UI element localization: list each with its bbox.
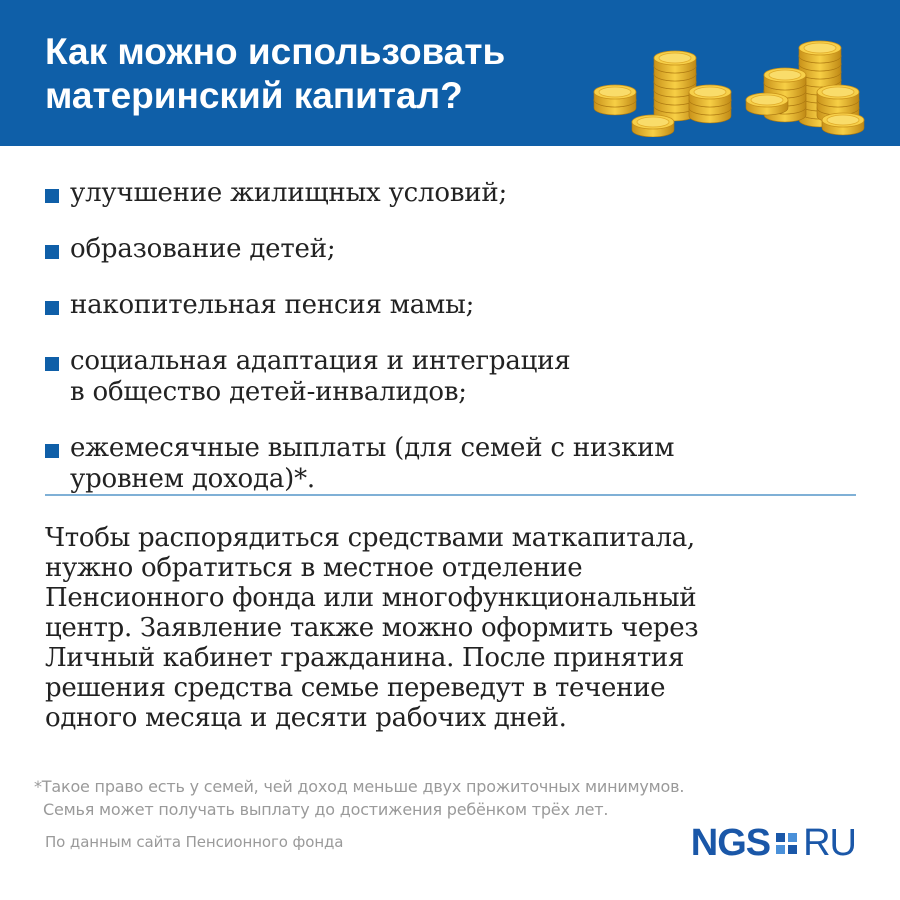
paragraph-line: нужно обратиться в местное отделение — [45, 553, 583, 583]
coin-icon — [822, 113, 864, 135]
source-credit: По данным сайта Пенсионного фонда — [45, 833, 344, 851]
paragraph-line: решения средства семье переведут в течение — [45, 673, 666, 703]
coin-icon — [689, 85, 731, 107]
list-item-text: образование детей; — [70, 234, 336, 264]
list-item — [45, 290, 855, 321]
footnote-line-1: *Такое право есть у семей, чей доход меньше двух прожиточных минимумов. — [34, 777, 685, 796]
coin-icon — [817, 85, 859, 107]
title-line-1: Как можно использовать — [45, 31, 506, 72]
instructions-paragraph — [45, 523, 855, 733]
paragraph-line: Чтобы распорядиться средствами маткапитала, — [45, 523, 695, 553]
paragraph-line: Пенсионного фонда или многофункциональный — [45, 583, 697, 613]
coin-icon — [764, 68, 806, 90]
coin-icon — [632, 115, 674, 137]
bullet-square-icon — [45, 357, 59, 371]
coin-stacks-icon — [585, 12, 885, 137]
coin-icon — [746, 93, 788, 115]
page-title — [45, 30, 605, 118]
title-line-2: материнский капитал? — [45, 75, 463, 116]
list-item-text-continued: в общество детей-инвалидов; — [70, 377, 467, 407]
coin-icon — [594, 85, 636, 107]
list-item-text: ежемесячные выплаты (для семей с низким — [70, 433, 675, 463]
bullet-square-icon — [45, 301, 59, 315]
coin-icon — [799, 41, 841, 63]
list-item — [45, 346, 855, 408]
paragraph-line: центр. Заявление также можно оформить через — [45, 613, 699, 643]
ngs-logo — [690, 822, 856, 864]
paragraph-line: одного месяца и десяти рабочих дней. — [45, 703, 567, 733]
list-item-text: улучшение жилищных условий; — [70, 178, 508, 208]
list-item — [45, 234, 855, 265]
list-item — [45, 178, 855, 209]
bullet-square-icon — [45, 444, 59, 458]
logo-ngs-text: NGS — [690, 822, 771, 864]
footnote — [34, 775, 854, 821]
logo-ru-text: RU — [803, 822, 856, 864]
bullet-square-icon — [45, 245, 59, 259]
coin-icon — [654, 51, 696, 73]
paragraph-line: Личный кабинет гражданина. После принятия — [45, 643, 685, 673]
footnote-line-2: Семья может получать выплату до достижения ребёнком трёх лет. — [43, 800, 609, 819]
list-item-text: социальная адаптация и интеграция — [70, 346, 571, 376]
list-item — [45, 433, 855, 495]
uses-list — [45, 178, 855, 520]
bullet-square-icon — [45, 189, 59, 203]
logo-squares-icon — [776, 833, 797, 854]
section-divider — [45, 494, 856, 496]
header-banner — [0, 0, 900, 146]
list-item-text: накопительная пенсия мамы; — [70, 290, 475, 320]
list-item-text-continued: уровнем дохода)*. — [70, 464, 315, 494]
